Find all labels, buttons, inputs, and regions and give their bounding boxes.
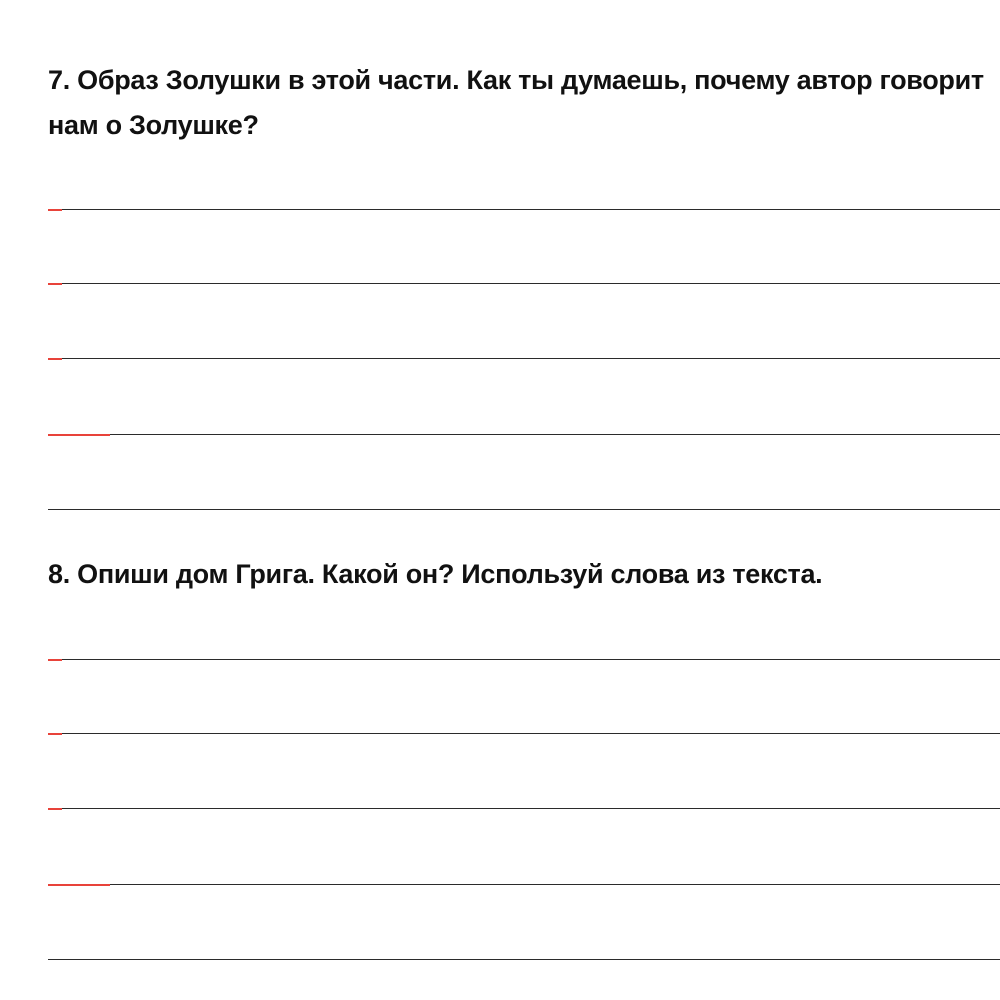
question-7-answer-line-3[interactable]	[48, 358, 1000, 359]
margin-tick	[48, 884, 110, 886]
margin-tick	[48, 283, 62, 285]
question-8-answer-line-1[interactable]	[48, 659, 1000, 660]
margin-tick	[48, 808, 62, 810]
margin-tick	[48, 209, 62, 211]
margin-tick	[48, 358, 62, 360]
margin-tick	[48, 434, 110, 436]
question-7-answer-line-4[interactable]	[48, 434, 1000, 435]
question-8-answer-line-5[interactable]	[48, 959, 1000, 960]
question-8-prompt: 8. Опиши дом Грига. Какой он? Используй слова из текста.	[48, 559, 823, 589]
question-7-answer-line-2[interactable]	[48, 283, 1000, 284]
margin-tick	[48, 659, 62, 661]
question-8-answer-line-4[interactable]	[48, 884, 1000, 885]
question-7-prompt: 7. Образ Золушки в этой части. Как ты думаешь, почему автор говорит нам о Золушке?	[48, 65, 984, 140]
question-7-answer-line-5[interactable]	[48, 509, 1000, 510]
question-8-answer-line-3[interactable]	[48, 808, 1000, 809]
question-8-answer-line-2[interactable]	[48, 733, 1000, 734]
question-7-answer-line-1[interactable]	[48, 209, 1000, 210]
margin-tick	[48, 733, 62, 735]
